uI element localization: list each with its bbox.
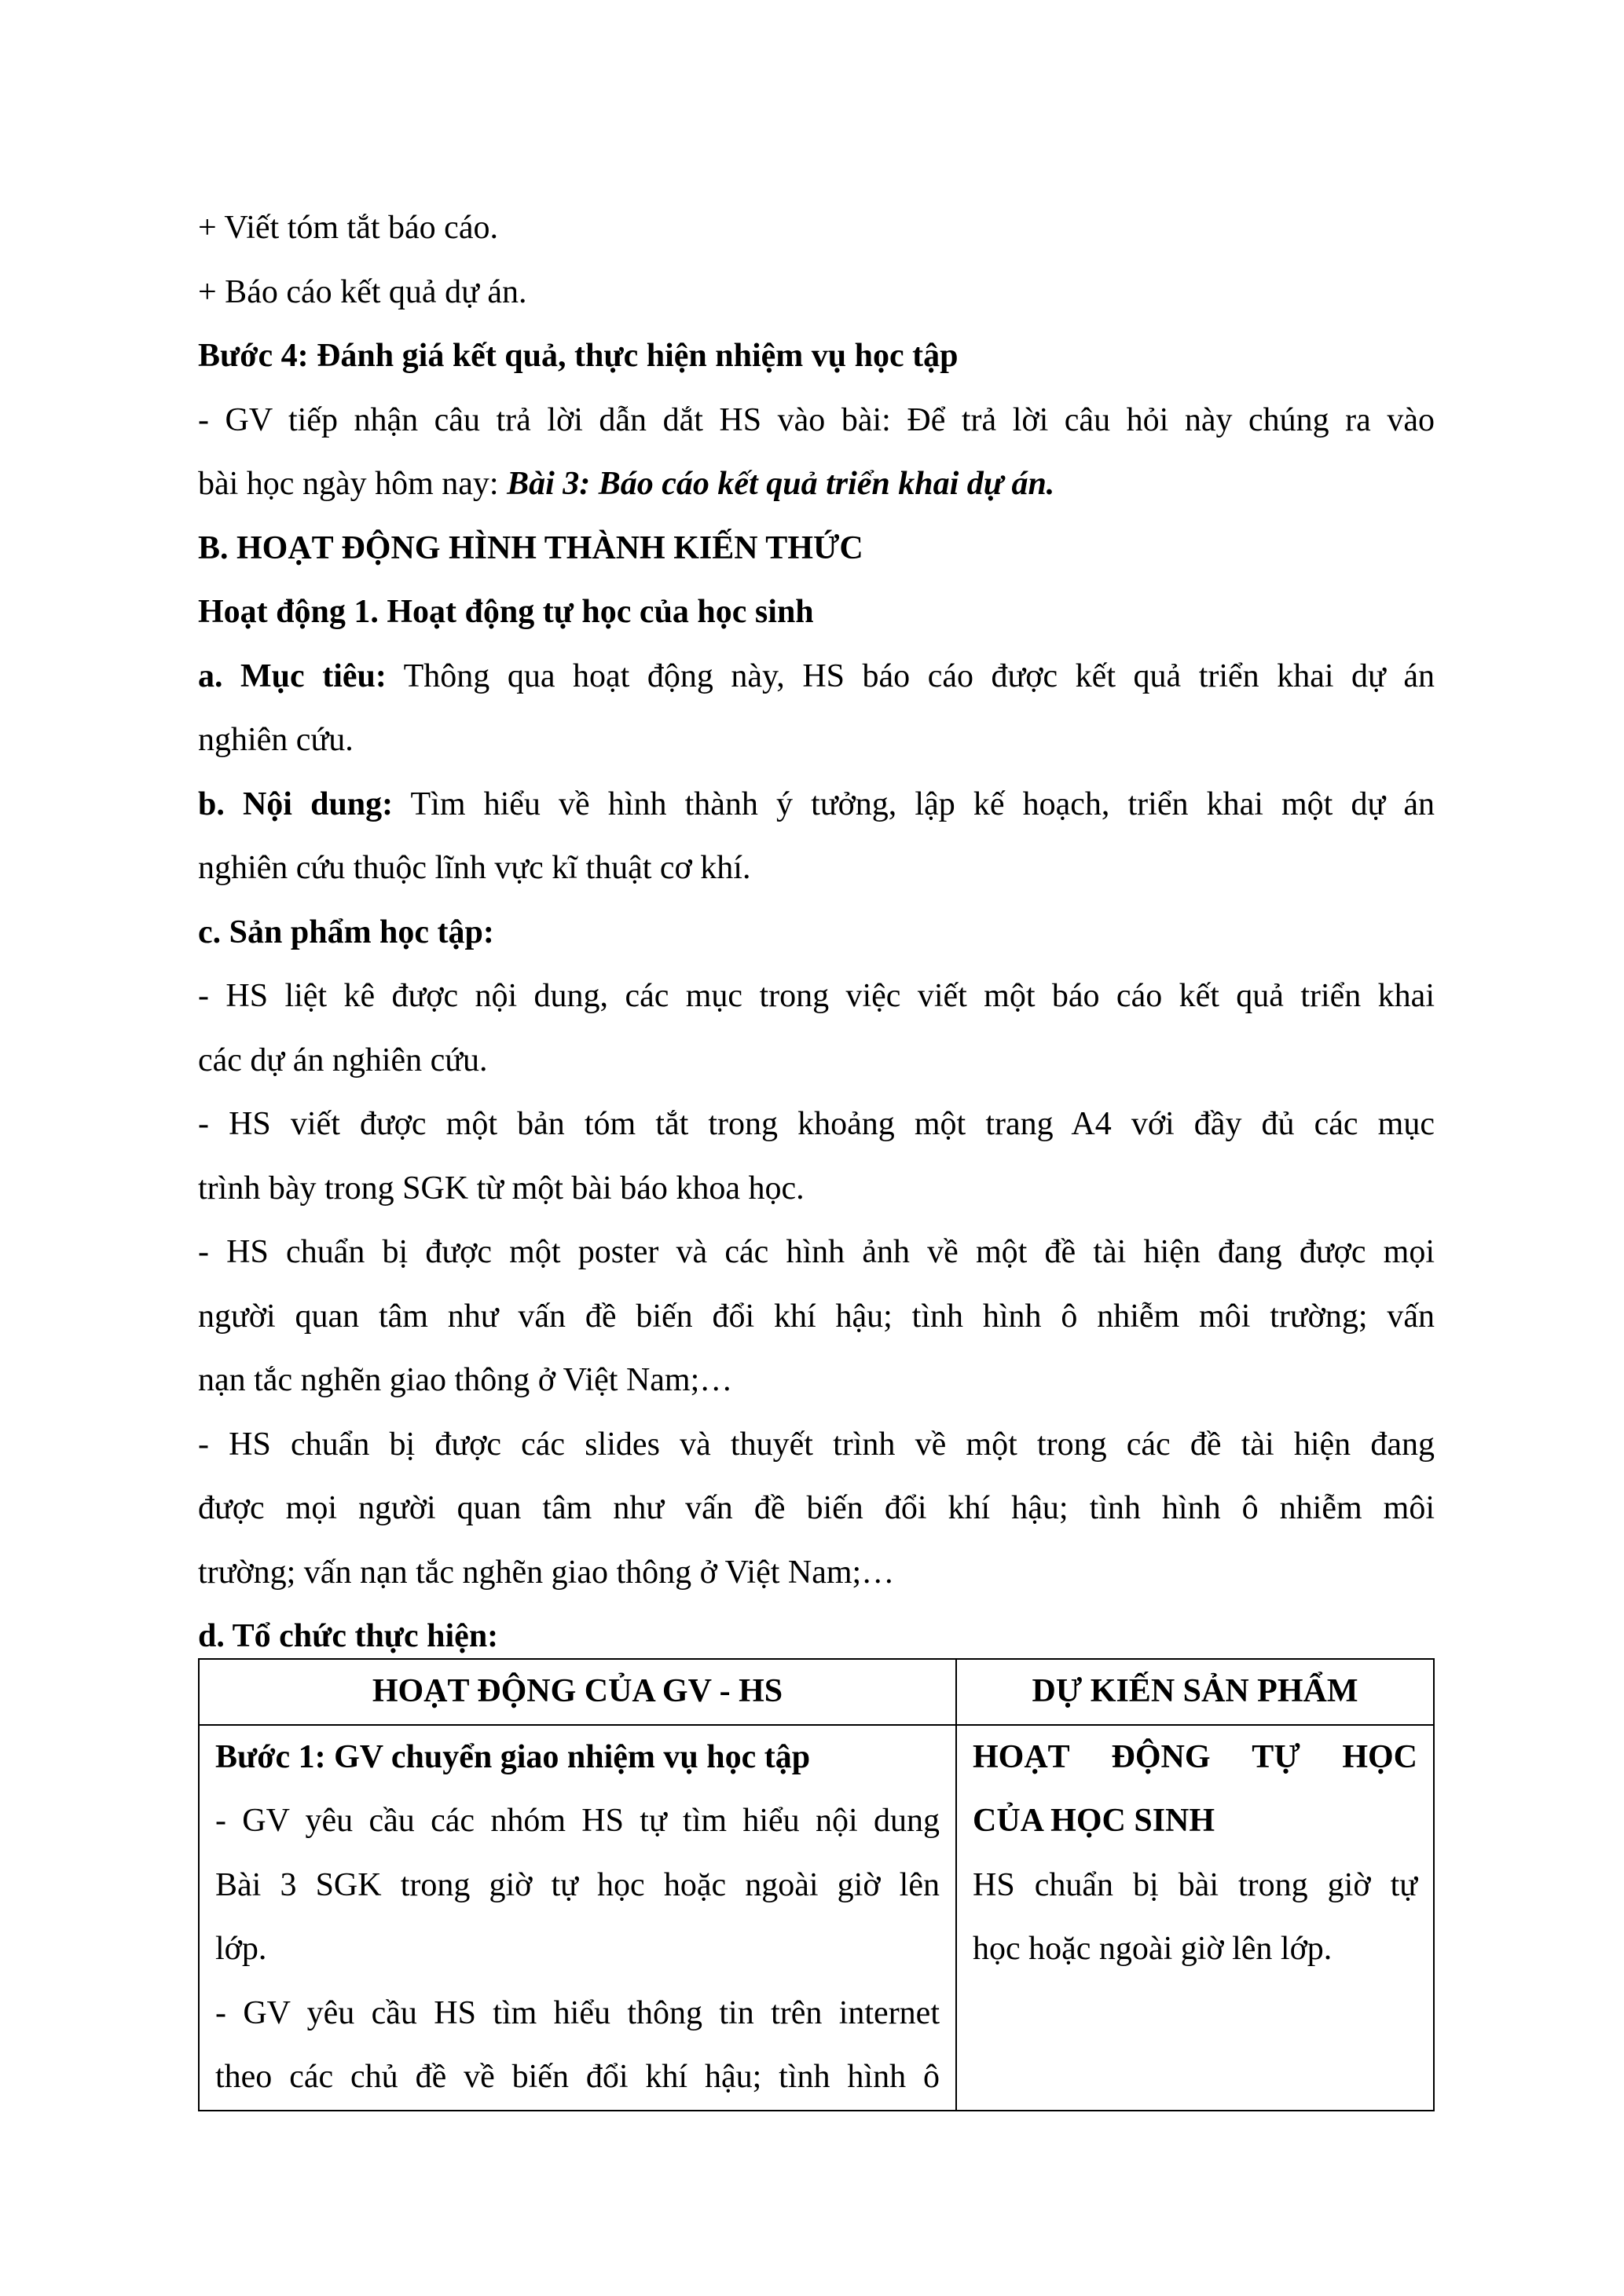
product-heading: c. Sản phẩm học tập: (198, 914, 494, 950)
activities-line4: - GV yêu cầu HS tìm hiểu thông tin trên internet (215, 1994, 940, 2031)
paragraph-gv-line2 (198, 452, 1435, 517)
objective-text: Thông qua hoạt động này, HS báo cáo được kết quả triển khai dự án (386, 657, 1435, 694)
content-label: b. Nội dung: (198, 785, 394, 822)
activity1-heading: Hoạt động 1. Hoạt động tự học của học sinh (198, 594, 814, 630)
objective-label: a. Mục tiêu: (198, 657, 387, 694)
paragraph-gv-text: bài học ngày hôm nay: (198, 466, 508, 502)
product1-line1: - HS liệt kê được nội dung, các mục trong việc viết một báo cáo kết quả triển khai (198, 978, 1435, 1014)
products-line1: HS chuẩn bị bài trong giờ tự (973, 1866, 1417, 1903)
step4-heading: Bước 4: Đánh giá kết quả, thực hiện nhiệm vụ học tập (198, 338, 959, 374)
content-line2: nghiên cứu thuộc lĩnh vực kĩ thuật cơ khí. (198, 850, 751, 886)
product4-line3: trường; vấn nạn tắc nghẽn giao thông ở Việt Nam;… (198, 1554, 895, 1591)
content-line1 (198, 773, 1435, 837)
objective-line2: nghiên cứu. (198, 722, 354, 758)
paragraph-report: + Báo cáo kết quả dự án. (198, 273, 527, 310)
organization-heading: d. Tổ chức thực hiện: (198, 1618, 499, 1654)
products-heading-line1: HOẠT ĐỘNG TỰ HỌC (973, 1738, 1417, 1775)
paragraph-summary: + Viết tóm tắt báo cáo. (198, 210, 498, 246)
product4-line1: - HS chuẩn bị được các slides và thuyết trình về một trong các đề tài hiện đang (198, 1426, 1435, 1463)
activities-cell (199, 1725, 956, 2111)
paragraph-gv-line1: - GV tiếp nhận câu trả lời dẫn dắt HS vào bài: Để trả lời câu hỏi này chúng ra vào (198, 401, 1435, 438)
section-b-heading: B. HOẠT ĐỘNG HÌNH THÀNH KIẾN THỨC (198, 529, 863, 566)
products-cell (956, 1725, 1434, 2111)
products-heading-line2: CỦA HỌC SINH (973, 1803, 1215, 1839)
products-line2: học hoặc ngoài giờ lên lớp. (973, 1931, 1333, 1967)
objective-line1 (198, 645, 1435, 709)
activities-line5: theo các chủ đề về biến đổi khí hậu; tình hình ô (215, 2059, 940, 2095)
lesson-title: Bài 3: Báo cáo kết quả triển khai dự án. (507, 466, 1055, 502)
content-text: Tìm hiểu về hình thành ý tưởng, lập kế hoạch, triển khai một dự án (393, 785, 1435, 822)
activity-table (198, 1658, 1435, 2111)
product3-line1: - HS chuẩn bị được một poster và các hình ảnh về một đề tài hiện đang được mọi (198, 1234, 1435, 1270)
product4-line2: được mọi người quan tâm như vấn đề biến đổi khí hậu; tình hình ô nhiễm môi (198, 1490, 1435, 1526)
product3-line3: nạn tắc nghẽn giao thông ở Việt Nam;… (198, 1362, 733, 1398)
product1-line2: các dự án nghiên cứu. (198, 1042, 488, 1078)
header-activities: HOẠT ĐỘNG CỦA GV - HS (199, 1659, 956, 1725)
activities-line1: - GV yêu cầu các nhóm HS tự tìm hiểu nội dung (215, 1803, 940, 1839)
document-body (198, 196, 1435, 1669)
product2-line1: - HS viết được một bản tóm tắt trong khoảng một trang A4 với đầy đủ các mục (198, 1106, 1435, 1142)
header-expected-products: DỰ KIẾN SẢN PHẨM (956, 1659, 1434, 1725)
table-header-row (199, 1659, 1434, 1725)
product3-line2: người quan tâm như vấn đề biến đổi khí hậu; tình hình ô nhiễm môi trường; vấn (198, 1298, 1435, 1335)
activities-line3: lớp. (215, 1931, 267, 1967)
table-row (199, 1725, 1434, 2111)
step1-heading: Bước 1: GV chuyển giao nhiệm vụ học tập (215, 1738, 811, 1775)
product2-line2: trình bày trong SGK từ một bài báo khoa học. (198, 1170, 805, 1207)
activities-line2: Bài 3 SGK trong giờ tự học hoặc ngoài giờ lên (215, 1866, 940, 1903)
